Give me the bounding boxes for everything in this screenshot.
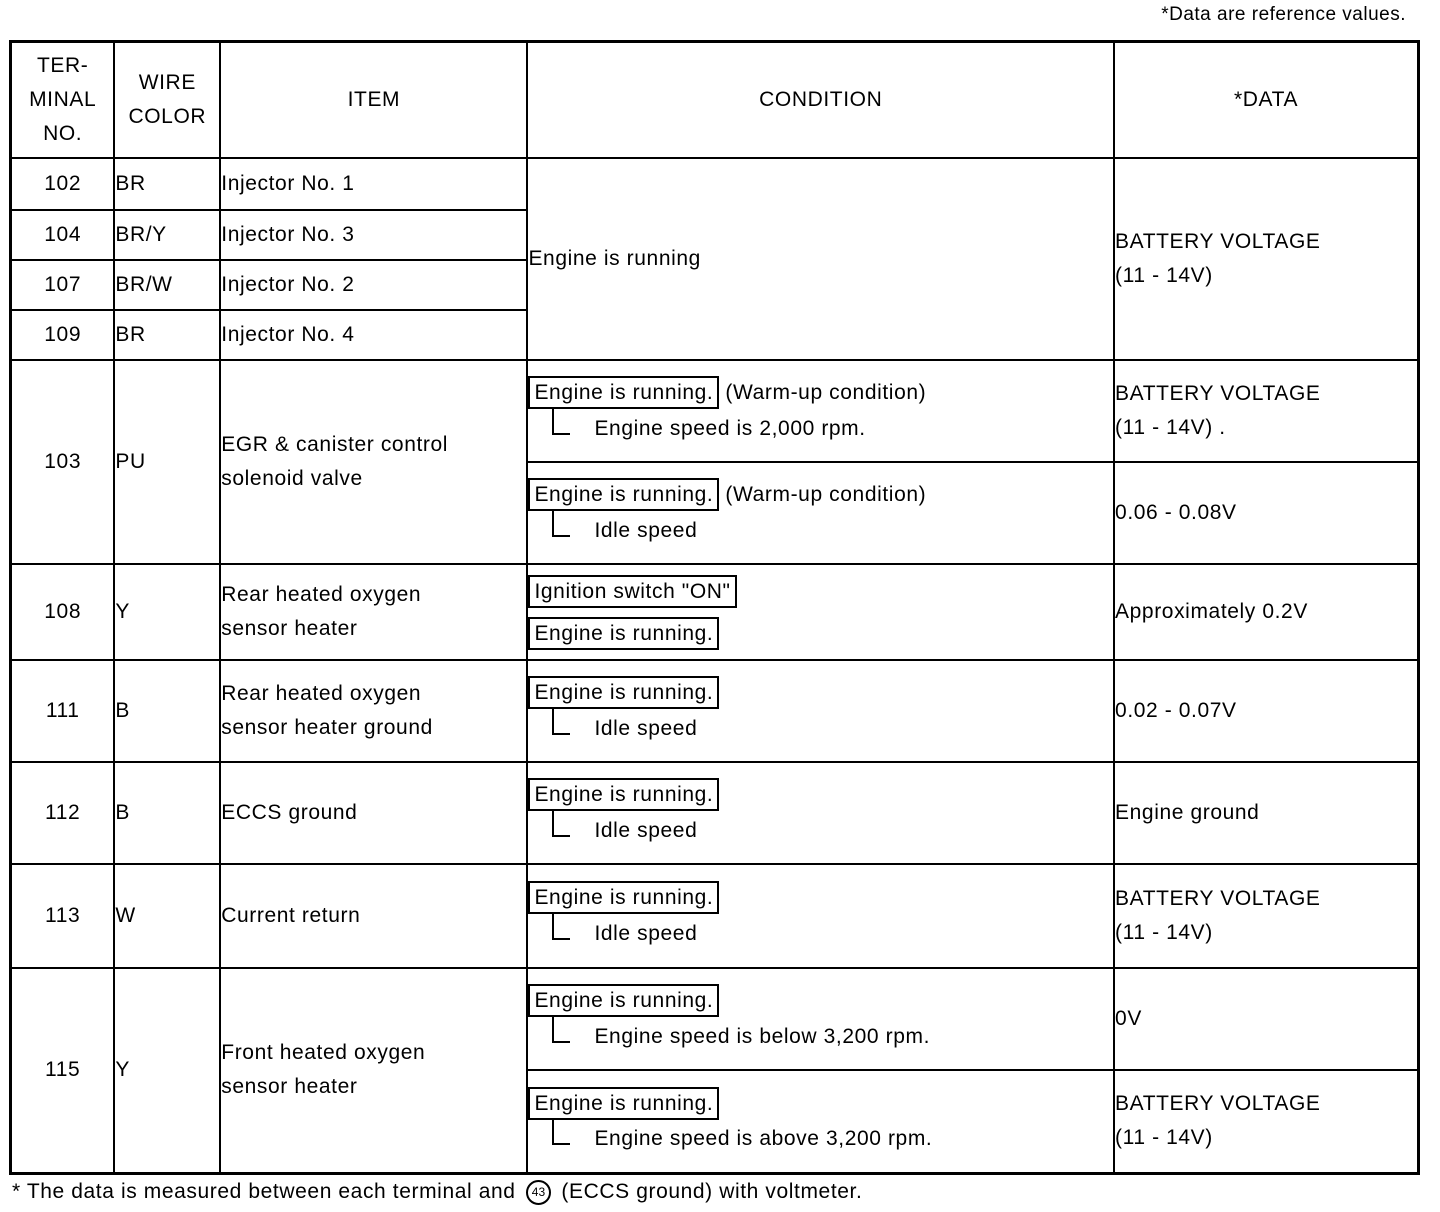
sub-condition bbox=[528, 1019, 1113, 1055]
branch-connector-icon bbox=[552, 709, 570, 735]
table-row bbox=[11, 864, 1419, 968]
sub-condition bbox=[528, 711, 1113, 747]
wire-color: Y bbox=[114, 564, 220, 660]
condition-cell bbox=[527, 762, 1114, 864]
item-name bbox=[220, 360, 527, 564]
wire-color: B bbox=[114, 762, 220, 864]
sub-condition-text: Idle speed bbox=[594, 716, 698, 740]
item-name bbox=[220, 564, 527, 660]
condition-qualifier: (Warm-up condition) bbox=[725, 482, 927, 506]
boxed-condition: Engine is running. bbox=[528, 1087, 719, 1120]
condition-line bbox=[528, 675, 1113, 711]
branch-connector-icon bbox=[552, 1017, 570, 1043]
branch-connector-icon bbox=[552, 811, 570, 837]
sub-condition-text: Idle speed bbox=[594, 818, 698, 842]
header-terminal-line: NO. bbox=[43, 121, 83, 145]
boxed-condition: Engine is running. bbox=[528, 676, 719, 709]
condition-cell bbox=[527, 660, 1114, 762]
data-cell bbox=[1114, 864, 1418, 968]
condition-line bbox=[528, 477, 1113, 513]
sub-condition bbox=[528, 1121, 1113, 1157]
sub-condition bbox=[528, 813, 1113, 849]
condition-cell bbox=[527, 360, 1114, 462]
condition-qualifier: (Warm-up condition) bbox=[725, 380, 927, 404]
wire-color: BR/Y bbox=[114, 210, 220, 260]
data-line: BATTERY VOLTAGE bbox=[1115, 1092, 1321, 1116]
item-line: sensor heater ground bbox=[221, 715, 433, 739]
header-data: *DATA bbox=[1114, 42, 1418, 158]
wire-color: W bbox=[114, 864, 220, 968]
header-terminal-line: MINAL bbox=[29, 87, 97, 111]
boxed-condition: Ignition switch "ON" bbox=[528, 575, 736, 608]
condition-line bbox=[528, 880, 1113, 916]
boxed-condition: Engine is running. bbox=[528, 778, 719, 811]
terminal-no: 113 bbox=[11, 864, 115, 968]
condition-cell bbox=[527, 462, 1114, 564]
data-line: (11 - 14V) bbox=[1115, 1126, 1213, 1150]
data-line: BATTERY VOLTAGE bbox=[1115, 381, 1321, 405]
header-item: ITEM bbox=[220, 42, 527, 158]
boxed-condition: Engine is running. bbox=[528, 881, 719, 914]
boxed-condition: Engine is running. bbox=[528, 376, 719, 409]
sub-condition bbox=[528, 916, 1113, 952]
terminal-no: 115 bbox=[11, 968, 115, 1174]
data-cell: Approximately 0.2V bbox=[1114, 564, 1418, 660]
header-row bbox=[11, 42, 1419, 158]
terminal-no: 104 bbox=[11, 210, 115, 260]
header-terminal-line: TER- bbox=[36, 53, 89, 77]
table-row bbox=[11, 360, 1419, 462]
terminal-ref-circle-icon: 43 bbox=[526, 1180, 551, 1205]
terminal-no: 109 bbox=[11, 310, 115, 360]
data-cell bbox=[1114, 360, 1418, 462]
table-row bbox=[11, 968, 1419, 1070]
item-name: Injector No. 1 bbox=[220, 158, 527, 210]
item-line: EGR & canister control bbox=[221, 432, 449, 456]
data-line: BATTERY VOLTAGE bbox=[1115, 886, 1321, 910]
data-line: BATTERY VOLTAGE bbox=[1115, 229, 1321, 253]
terminal-no: 111 bbox=[11, 660, 115, 762]
branch-connector-icon bbox=[552, 1119, 570, 1145]
table-row bbox=[11, 762, 1419, 864]
terminal-no: 107 bbox=[11, 260, 115, 310]
header-terminal bbox=[11, 42, 115, 158]
item-name: ECCS ground bbox=[220, 762, 527, 864]
item-line: solenoid valve bbox=[221, 466, 363, 490]
boxed-condition: Engine is running. bbox=[528, 984, 719, 1017]
header-wire-color bbox=[114, 42, 220, 158]
data-line: (11 - 14V) bbox=[1115, 263, 1213, 287]
sub-condition bbox=[528, 411, 1113, 447]
data-cell bbox=[1114, 1070, 1418, 1174]
condition-cell bbox=[527, 1070, 1114, 1174]
reference-note: *Data are reference values. bbox=[1161, 4, 1406, 25]
wire-color: Y bbox=[114, 968, 220, 1174]
item-line: Front heated oxygen bbox=[221, 1041, 426, 1065]
table-row bbox=[11, 564, 1419, 660]
data-cell: 0V bbox=[1114, 968, 1418, 1070]
item-line: sensor heater bbox=[221, 616, 358, 640]
wire-color: BR bbox=[114, 158, 220, 210]
data-cell bbox=[1114, 158, 1418, 360]
branch-connector-icon bbox=[552, 511, 570, 537]
condition-cell bbox=[527, 968, 1114, 1070]
footnote-text: (ECCS ground) with voltmeter. bbox=[561, 1180, 863, 1204]
condition-line bbox=[528, 375, 1113, 411]
wire-color: PU bbox=[114, 360, 220, 564]
sub-condition bbox=[528, 513, 1113, 549]
condition-line bbox=[528, 777, 1113, 813]
data-cell: 0.02 - 0.07V bbox=[1114, 660, 1418, 762]
footnote bbox=[12, 1180, 862, 1205]
ecm-terminal-table bbox=[9, 40, 1420, 1175]
condition-line bbox=[528, 983, 1113, 1019]
terminal-no: 102 bbox=[11, 158, 115, 210]
data-line: (11 - 14V) . bbox=[1115, 415, 1226, 439]
table-row bbox=[11, 158, 1419, 210]
item-name: Injector No. 2 bbox=[220, 260, 527, 310]
item-line: sensor heater bbox=[221, 1075, 358, 1099]
sub-condition-text: Engine speed is 2,000 rpm. bbox=[594, 416, 866, 440]
sub-condition-text: Engine speed is below 3,200 rpm. bbox=[594, 1024, 931, 1048]
data-line: (11 - 14V) bbox=[1115, 920, 1213, 944]
condition-cell bbox=[527, 564, 1114, 660]
condition-cell: Engine is running bbox=[527, 158, 1114, 360]
header-condition: CONDITION bbox=[527, 42, 1114, 158]
boxed-condition: Engine is running. bbox=[528, 617, 719, 650]
data-cell: 0.06 - 0.08V bbox=[1114, 462, 1418, 564]
boxed-condition: Engine is running. bbox=[528, 478, 719, 511]
footnote-text: * The data is measured between each terminal and bbox=[12, 1180, 516, 1204]
sub-condition-text: Idle speed bbox=[594, 518, 698, 542]
branch-connector-icon bbox=[552, 409, 570, 435]
wire-color: B bbox=[114, 660, 220, 762]
sub-condition-text: Idle speed bbox=[594, 921, 698, 945]
data-cell: Engine ground bbox=[1114, 762, 1418, 864]
item-name: Injector No. 4 bbox=[220, 310, 527, 360]
condition-cell bbox=[527, 864, 1114, 968]
condition-line bbox=[528, 570, 1113, 614]
wire-color: BR bbox=[114, 310, 220, 360]
item-line: Rear heated oxygen bbox=[221, 582, 422, 606]
wire-color: BR/W bbox=[114, 260, 220, 310]
branch-connector-icon bbox=[552, 914, 570, 940]
condition-line bbox=[528, 614, 1113, 654]
terminal-no: 108 bbox=[11, 564, 115, 660]
sub-condition-text: Engine speed is above 3,200 rpm. bbox=[594, 1127, 933, 1151]
table-row bbox=[11, 660, 1419, 762]
item-name bbox=[220, 968, 527, 1174]
item-name bbox=[220, 660, 527, 762]
header-wire-line: WIRE bbox=[138, 70, 196, 94]
item-name: Injector No. 3 bbox=[220, 210, 527, 260]
condition-line bbox=[528, 1085, 1113, 1121]
header-wire-line: COLOR bbox=[128, 104, 207, 128]
terminal-no: 103 bbox=[11, 360, 115, 564]
item-line: Rear heated oxygen bbox=[221, 681, 422, 705]
item-name: Current return bbox=[220, 864, 527, 968]
terminal-no: 112 bbox=[11, 762, 115, 864]
